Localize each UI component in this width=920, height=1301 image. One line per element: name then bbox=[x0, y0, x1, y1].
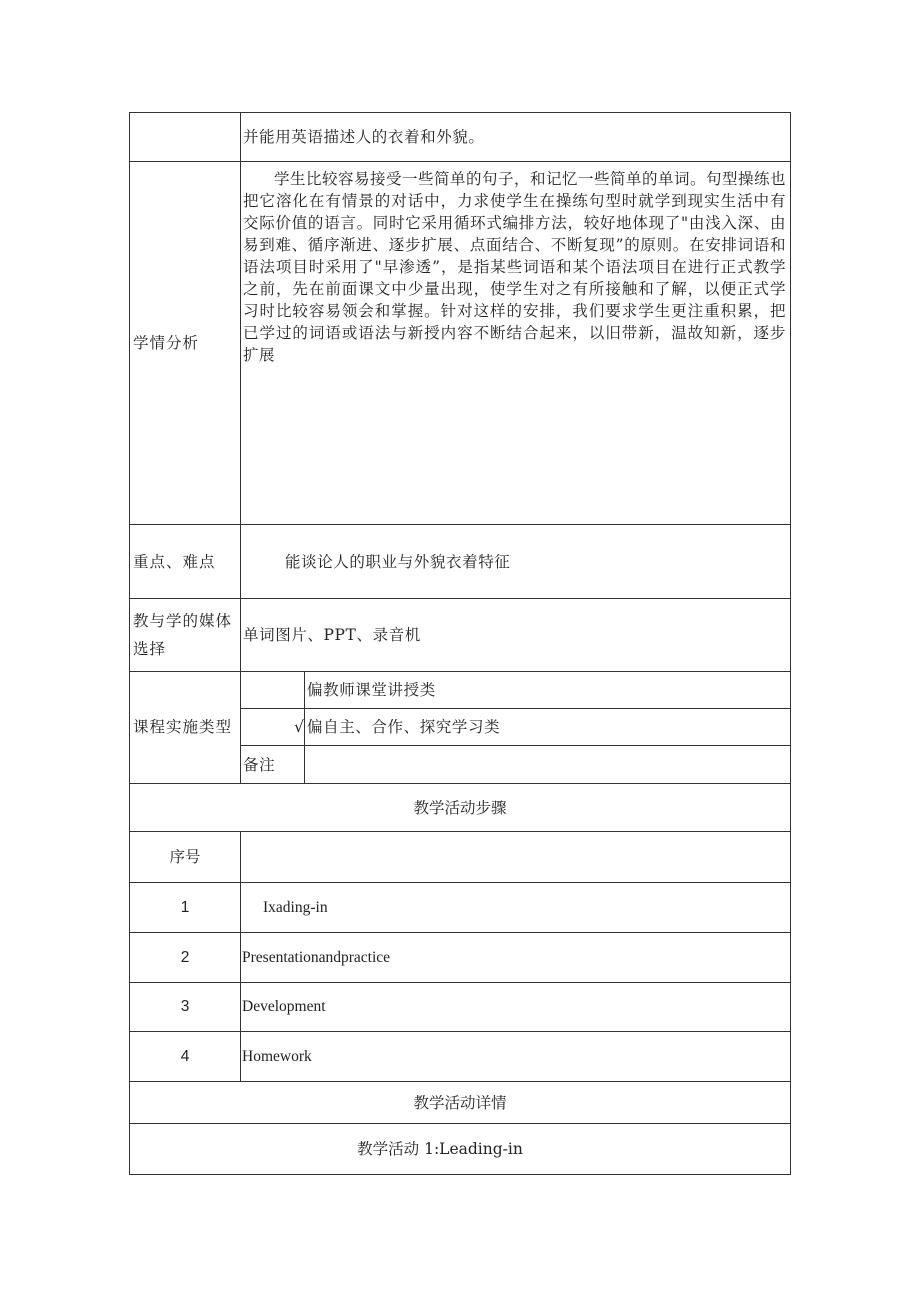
lesson-plan-table bbox=[129, 112, 791, 1175]
step-name: Ixading-in bbox=[241, 883, 791, 933]
table-row bbox=[130, 983, 791, 1032]
key-points-row bbox=[130, 525, 791, 599]
step-name: Presentationandpractice bbox=[241, 933, 791, 983]
details-header: 教学活动详情 bbox=[130, 1082, 791, 1124]
remark-value bbox=[305, 746, 791, 784]
intro-label-cell bbox=[130, 113, 241, 162]
table-row bbox=[130, 933, 791, 983]
activity1-title: 教学活动 1:Leading-in bbox=[130, 1124, 791, 1175]
activity1-row bbox=[130, 1124, 791, 1175]
steps-col-header-row bbox=[130, 832, 791, 883]
steps-header: 教学活动步骤 bbox=[130, 784, 791, 832]
step-number: 4 bbox=[130, 1032, 241, 1082]
media-row bbox=[130, 599, 791, 672]
table-row bbox=[130, 883, 791, 933]
step-number: 1 bbox=[130, 883, 241, 933]
course-type-mark-1 bbox=[241, 672, 305, 709]
media-label: 教与学的媒体选择 bbox=[130, 599, 241, 672]
details-header-row bbox=[130, 1082, 791, 1124]
steps-header-row bbox=[130, 784, 791, 832]
course-type-mark-2: √ bbox=[241, 709, 305, 746]
media-text: 单词图片、PPT、录音机 bbox=[241, 599, 791, 672]
analysis-row bbox=[130, 162, 791, 525]
course-type-option-1: 偏教师课堂讲授类 bbox=[305, 672, 791, 709]
course-type-label: 课程实施类型 bbox=[130, 672, 241, 784]
step-number: 2 bbox=[130, 933, 241, 983]
intro-row bbox=[130, 113, 791, 162]
step-name: Homework bbox=[241, 1032, 791, 1082]
course-type-row-1 bbox=[130, 672, 791, 709]
remark-label: 备注 bbox=[241, 746, 305, 784]
step-name: Development bbox=[241, 983, 791, 1032]
step-number: 3 bbox=[130, 983, 241, 1032]
key-points-label: 重点、难点 bbox=[130, 525, 241, 599]
course-type-option-2: 偏自主、合作、探究学习类 bbox=[305, 709, 791, 746]
steps-col-header: 序号 bbox=[130, 832, 241, 883]
analysis-cell bbox=[241, 162, 791, 525]
analysis-text: 学生比较容易接受一些简单的句子，和记忆一些简单的单词。句型操练也把它溶化在有情景的对话中，力求使学生在操练句型时就学到现实生活中有交际价值的语言。同时它采用循环式编排方法，较好地体现了"由浅入深、由易到难、循序渐进、逐步扩展、点面结合、不断复现”的原则。在安排词语和语法项目时采用了"早渗透”，是指某些词语和某个语法项目在进行正式教学之前，先在前面课文中少量出现，使学生对之有所接触和了解，以便正式学习时比较容易领会和掌握。针对这样的安排，我们要求学生更注重积累，把已学过的词语或语法与新授内容不断结合起来，以旧带新，温故知新，逐步扩展 bbox=[243, 170, 787, 364]
intro-continuation-text: 并能用英语描述人的衣着和外貌。 bbox=[241, 113, 791, 162]
key-points-text: 能谈论人的职业与外貌衣着特征 bbox=[241, 525, 791, 599]
analysis-label: 学情分析 bbox=[130, 162, 241, 525]
table-row bbox=[130, 1032, 791, 1082]
steps-col-header-2 bbox=[241, 832, 791, 883]
